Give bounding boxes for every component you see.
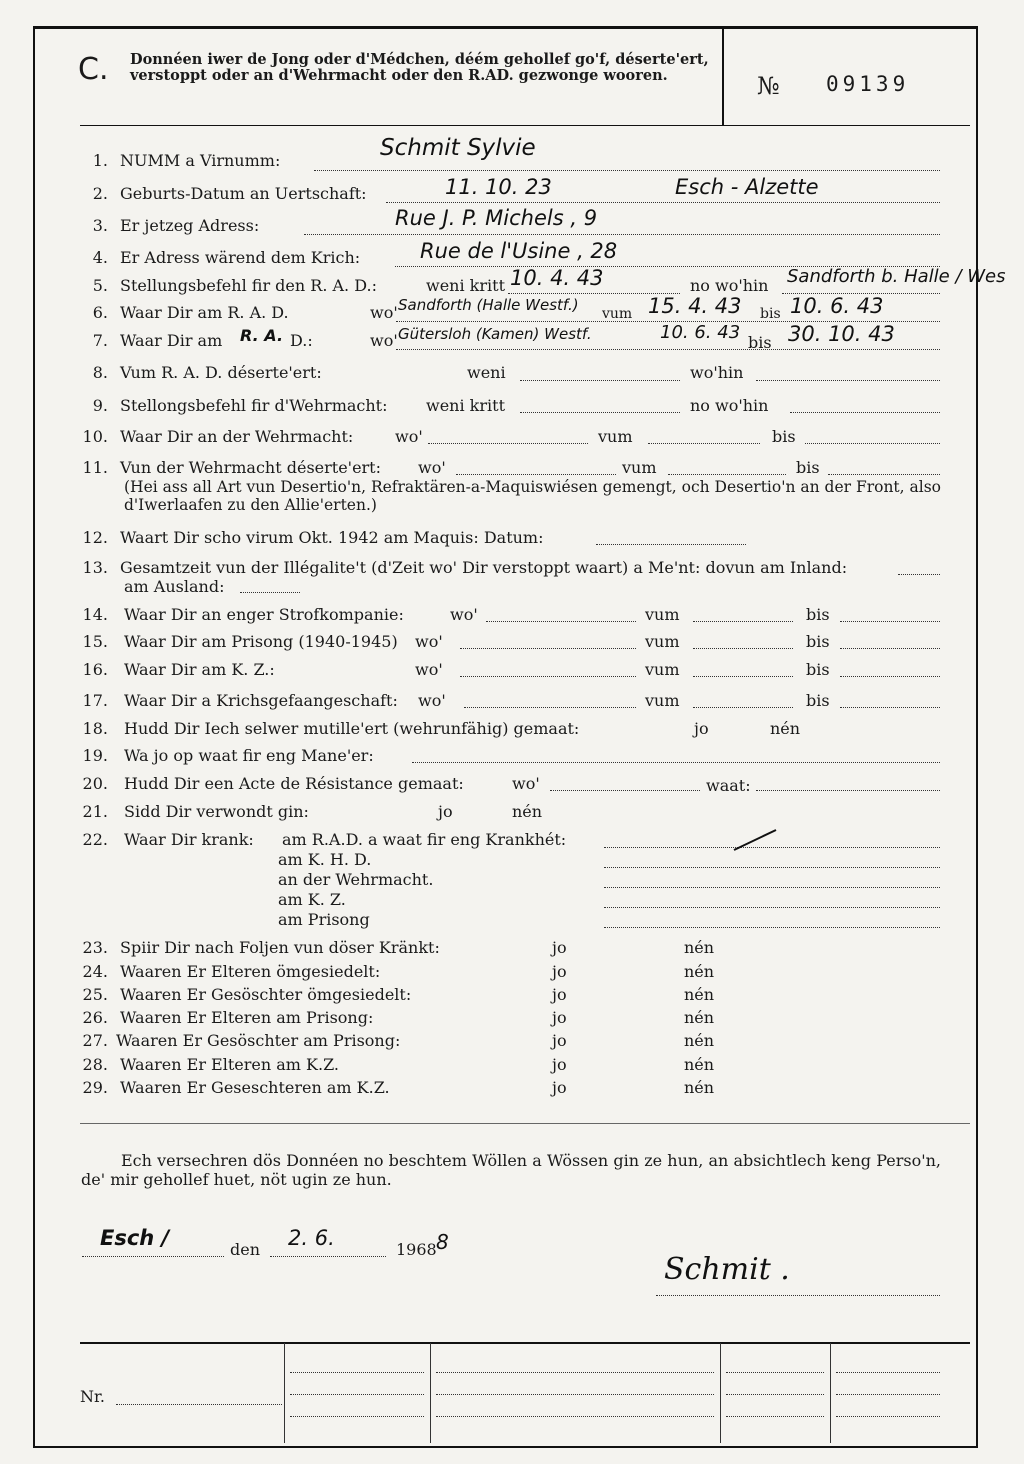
field-line[interactable]	[898, 574, 940, 575]
label-siblings-kz: Waaren Er Geseschteren am K.Z.	[120, 1078, 390, 1097]
option-nen[interactable]: nén	[684, 985, 715, 1004]
handwritten-birth-date: 11. 10. 23	[445, 175, 552, 199]
option-jo[interactable]: jo	[438, 802, 453, 821]
field-line[interactable]	[240, 592, 300, 593]
handwritten-address: Rue J. P. Michels , 9	[395, 206, 598, 230]
handwritten-rad-from: 15. 4. 43	[648, 294, 742, 318]
row-number: 13.	[82, 558, 108, 577]
label-sick-rad: am R.A.D. a waat fir eng Krankhét:	[282, 830, 567, 849]
label-rad-order: Stellungsbefehl fir den R. A. D.:	[120, 276, 377, 295]
place-line[interactable]	[82, 1256, 224, 1257]
handwritten-rad-order-place: Sandforth b. Halle / Wes	[787, 266, 1006, 287]
field-line[interactable]	[840, 648, 940, 649]
handwritten-q7-place: Gütersloh (Kamen) Westf.	[398, 325, 592, 343]
option-jo[interactable]: jo	[552, 1031, 567, 1050]
label-no-wohin: no wo'hin	[690, 396, 769, 415]
field-line[interactable]	[840, 676, 940, 677]
label-vum: vum	[645, 632, 680, 651]
label-wo: wo'	[395, 427, 423, 446]
label-am-ausland: am Ausland:	[124, 577, 225, 596]
pen-stroke-mark	[730, 826, 780, 854]
field-line[interactable]	[604, 907, 940, 908]
label-wehrmacht: Waar Dir an der Wehrmacht:	[120, 427, 354, 446]
option-nen[interactable]: nén	[684, 938, 715, 957]
row-number: 15.	[82, 632, 108, 651]
row-number: 10.	[82, 427, 108, 446]
label-kz: Waar Dir am K. Z.:	[124, 660, 275, 679]
option-jo[interactable]: jo	[552, 1078, 567, 1097]
field-line[interactable]	[828, 474, 940, 475]
option-nen[interactable]: nén	[512, 802, 543, 821]
field-line[interactable]	[304, 234, 940, 235]
field-line[interactable]	[520, 412, 680, 413]
label-vum: vum	[645, 660, 680, 679]
option-nen[interactable]: nén	[770, 719, 801, 738]
row-number: 21.	[82, 802, 108, 821]
field-line[interactable]	[836, 1394, 940, 1395]
field-line[interactable]	[604, 867, 940, 868]
label-sick: Waar Dir krank:	[124, 830, 254, 849]
label-siblings-resettled: Waaren Er Gesöschter ömgesiedelt:	[120, 985, 412, 1004]
field-line[interactable]	[668, 474, 786, 475]
row-number: 22.	[82, 830, 108, 849]
option-nen[interactable]: nén	[684, 1031, 715, 1050]
note-desertion: (Hei ass all Art vun Desertio'n, Refraktären-a-Maquiswiésen gemengt, och Desertio'n an der Front, also d'Iwerlaafen zu den Allie'erten.)	[124, 478, 942, 514]
signature-line[interactable]	[656, 1295, 940, 1296]
field-line[interactable]	[836, 1416, 940, 1417]
label-vum: vum	[645, 691, 680, 710]
row-number: 25.	[82, 985, 108, 1004]
handwritten-q7-from: 10. 6. 43	[660, 322, 741, 343]
label-bis: bis	[806, 632, 830, 651]
label-vum: vum	[622, 458, 657, 477]
table-divider	[284, 1343, 285, 1443]
label-weni: weni	[467, 363, 506, 382]
label-parents-prisong: Waaren Er Elteren am Prisong:	[120, 1008, 374, 1027]
handwritten-sign-place: Esch /	[100, 1226, 170, 1250]
option-nen[interactable]: nén	[684, 1078, 715, 1097]
field-line[interactable]	[693, 648, 793, 649]
field-line[interactable]	[726, 1394, 824, 1395]
row-number: 18.	[82, 719, 108, 738]
label-wohin: wo'hin	[690, 363, 744, 382]
table-divider	[830, 1343, 831, 1443]
field-line[interactable]	[456, 474, 616, 475]
field-line[interactable]	[436, 1394, 714, 1395]
label-prisong: Waar Dir am Prisong (1940-1945)	[124, 632, 398, 651]
label-manner: Wa jo op waat fir eng Mane'er:	[124, 746, 374, 765]
row-number: 6.	[92, 303, 108, 322]
label-sick-kz: am K. Z.	[278, 890, 346, 909]
field-line[interactable]	[436, 1416, 714, 1417]
field-line[interactable]	[290, 1372, 424, 1373]
form-number: 09139	[826, 72, 910, 96]
handwritten-q7-org: R. A.	[240, 326, 284, 345]
option-jo[interactable]: jo	[552, 1055, 567, 1074]
row-number: 27.	[82, 1031, 108, 1050]
number-sign: №	[757, 72, 780, 100]
label-vum: vum	[602, 306, 633, 322]
handwritten-rad-to: 10. 6. 43	[790, 294, 884, 318]
label-bis: bis	[796, 458, 820, 477]
handwritten-rad-order-date: 10. 4. 43	[510, 266, 604, 290]
field-line[interactable]	[604, 927, 940, 928]
field-line[interactable]	[790, 412, 940, 413]
label-parents-kz: Waaren Er Elteren am K.Z.	[120, 1055, 340, 1074]
label-siblings-prisong: Waaren Er Gesöschter am Prisong:	[116, 1031, 401, 1050]
option-jo[interactable]: jo	[552, 938, 567, 957]
field-line[interactable]	[550, 790, 700, 791]
row-number: 19.	[82, 746, 108, 765]
section-rule	[80, 1123, 970, 1124]
label-wo: wo'	[415, 660, 443, 679]
field-line[interactable]	[396, 349, 940, 350]
label-sick-khd: am K. H. D.	[278, 850, 372, 869]
handwritten-q7-to: 30. 10. 43	[788, 322, 895, 346]
label-wo: wo'	[418, 691, 446, 710]
option-jo[interactable]: jo	[694, 719, 709, 738]
field-line[interactable]	[116, 1404, 282, 1405]
row-number: 4.	[92, 248, 108, 267]
declaration-text: Ech versechren dös Donnéen no beschtem Wöllen a Wössen gin ze hun, an absichtlech keng Perso'n, de' mir gehollef huet, nöt ugin ze hun.	[81, 1151, 941, 1189]
handwritten-war-address: Rue de l'Usine , 28	[420, 239, 618, 263]
field-line[interactable]	[386, 202, 940, 203]
label-krichsgefaangeschaft: Waar Dir a Krichsgefaangeschaft:	[124, 691, 398, 710]
label-weni-kritt: weni kritt	[426, 276, 505, 295]
row-number: 20.	[82, 774, 108, 793]
label-rad: Waar Dir am R. A. D.	[120, 303, 289, 322]
option-nen[interactable]: nén	[684, 1055, 715, 1074]
row-number: 12.	[82, 528, 108, 547]
label-address: Er jetzeg Adress:	[120, 216, 260, 235]
header-rule	[80, 125, 970, 126]
field-line[interactable]	[604, 887, 940, 888]
row-number: 7.	[92, 331, 108, 350]
row-number: 28.	[82, 1055, 108, 1074]
option-jo[interactable]: jo	[552, 1008, 567, 1027]
label-strofkompanie: Waar Dir an enger Strofkompanie:	[124, 605, 404, 624]
section-letter: C.	[78, 52, 109, 87]
label-name: NUMM a Virnumm:	[120, 151, 281, 170]
field-line[interactable]	[693, 676, 793, 677]
field-line[interactable]	[412, 762, 940, 763]
field-line[interactable]	[840, 621, 940, 622]
option-nen[interactable]: nén	[684, 1008, 715, 1027]
row-number: 16.	[82, 660, 108, 679]
label-year: 1968	[396, 1240, 437, 1259]
label-wounded: Sidd Dir verwondt gin:	[124, 802, 309, 821]
header-divider	[722, 28, 724, 126]
row-number: 8.	[92, 363, 108, 382]
label-maquis: Waart Dir scho virum Okt. 1942 am Maquis: Datum:	[120, 528, 544, 547]
form-title: Donnéen iwer de Jong oder d'Médchen, déém gehollef go'f, déserte'ert, verstoppt oder an d'Wehrmacht oder den R.AD. gezwonge wooren.	[130, 51, 709, 84]
option-nen[interactable]: nén	[684, 962, 715, 981]
label-waat: waat:	[706, 776, 751, 795]
label-bis: bis	[760, 306, 781, 322]
label-den: den	[230, 1240, 261, 1259]
field-line[interactable]	[756, 380, 940, 381]
field-line[interactable]	[520, 380, 680, 381]
label-wo: wo'	[512, 774, 540, 793]
field-line[interactable]	[436, 1372, 714, 1373]
label-wehrmacht-order: Stellongsbefehl fir d'Wehrmacht:	[120, 396, 388, 415]
field-line[interactable]	[756, 790, 940, 791]
handwritten-sign-date: 2. 6.	[288, 1226, 335, 1250]
label-bis: bis	[806, 691, 830, 710]
table-divider	[720, 1343, 721, 1443]
label-nr: Nr.	[80, 1387, 105, 1406]
label-wo: wo'	[415, 632, 443, 651]
label-sick-wehrmacht: an der Wehrmacht.	[278, 870, 434, 889]
field-line[interactable]	[693, 707, 793, 708]
handwritten-name: Schmit Sylvie	[380, 135, 536, 161]
signature: Schmit .	[664, 1252, 790, 1287]
handwritten-year-suffix: 8	[436, 1230, 449, 1254]
row-number: 3.	[92, 216, 108, 235]
label-vum: vum	[598, 427, 633, 446]
row-number: 14.	[82, 605, 108, 624]
label-bis: bis	[806, 660, 830, 679]
table-divider	[430, 1343, 431, 1443]
field-line[interactable]	[460, 648, 636, 649]
label-no-wohin: no wo'hin	[690, 276, 769, 295]
bottom-table-top-rule	[80, 1342, 970, 1344]
row-number: 2.	[92, 184, 108, 203]
label-illegality: Gesamtzeit vun der Illégalite't (d'Zeit wo' Dir verstoppt waart) a Me'nt: dovun am Inland:	[120, 558, 848, 577]
label-wo: wo'	[370, 331, 398, 350]
label-consequences: Spiir Dir nach Foljen vun döser Kränkt:	[120, 938, 440, 957]
handwritten-rad-place: Sandforth (Halle Westf.)	[398, 296, 579, 314]
field-line[interactable]	[726, 1416, 824, 1417]
field-line[interactable]	[290, 1416, 424, 1417]
label-bis: bis	[806, 605, 830, 624]
field-line[interactable]	[805, 443, 940, 444]
label-bis: bis	[748, 333, 772, 352]
field-line[interactable]	[314, 170, 940, 171]
field-line[interactable]	[428, 443, 588, 444]
row-number: 9.	[92, 396, 108, 415]
label-wo: wo'	[418, 458, 446, 477]
row-number: 5.	[92, 276, 108, 295]
label-wo: wo'	[450, 605, 478, 624]
option-jo[interactable]: jo	[552, 985, 567, 1004]
label-war-address: Er Adress wärend dem Krich:	[120, 248, 361, 267]
row-number: 1.	[92, 151, 108, 170]
label-d: D.:	[290, 331, 313, 350]
label-resistance: Hudd Dir een Acte de Résistance gemaat:	[124, 774, 464, 793]
label-mutilation: Hudd Dir Iech selwer mutille'ert (wehrunfähig) gemaat:	[124, 719, 580, 738]
field-line[interactable]	[836, 1372, 940, 1373]
field-line[interactable]	[596, 544, 746, 545]
row-number: 24.	[82, 962, 108, 981]
field-line[interactable]	[726, 1372, 824, 1373]
row-number: 29.	[82, 1078, 108, 1097]
label-bis: bis	[772, 427, 796, 446]
label-rad-desert: Vum R. A. D. déserte'ert:	[120, 363, 322, 382]
field-line[interactable]	[693, 621, 793, 622]
field-line[interactable]	[290, 1394, 424, 1395]
field-line[interactable]	[840, 707, 940, 708]
label-birth: Geburts-Datum an Uertschaft:	[120, 184, 367, 203]
label-parents-resettled: Waaren Er Elteren ömgesiedelt:	[120, 962, 381, 981]
field-line[interactable]	[460, 676, 636, 677]
label-sick-prisong: am Prisong	[278, 910, 370, 929]
row-number: 26.	[82, 1008, 108, 1027]
label-q7: Waar Dir am	[120, 331, 223, 350]
row-number: 17.	[82, 691, 108, 710]
label-wehrmacht-desert: Vun der Wehrmacht déserte'ert:	[120, 458, 381, 477]
option-jo[interactable]: jo	[552, 962, 567, 981]
date-line[interactable]	[270, 1256, 386, 1257]
handwritten-birth-place: Esch - Alzette	[675, 175, 819, 199]
field-line[interactable]	[486, 621, 636, 622]
field-line[interactable]	[648, 443, 760, 444]
label-weni-kritt: weni kritt	[426, 396, 505, 415]
row-number: 23.	[82, 938, 108, 957]
label-vum: vum	[645, 605, 680, 624]
row-number: 11.	[82, 458, 108, 477]
field-line[interactable]	[464, 707, 636, 708]
label-wo: wo'	[370, 303, 398, 322]
